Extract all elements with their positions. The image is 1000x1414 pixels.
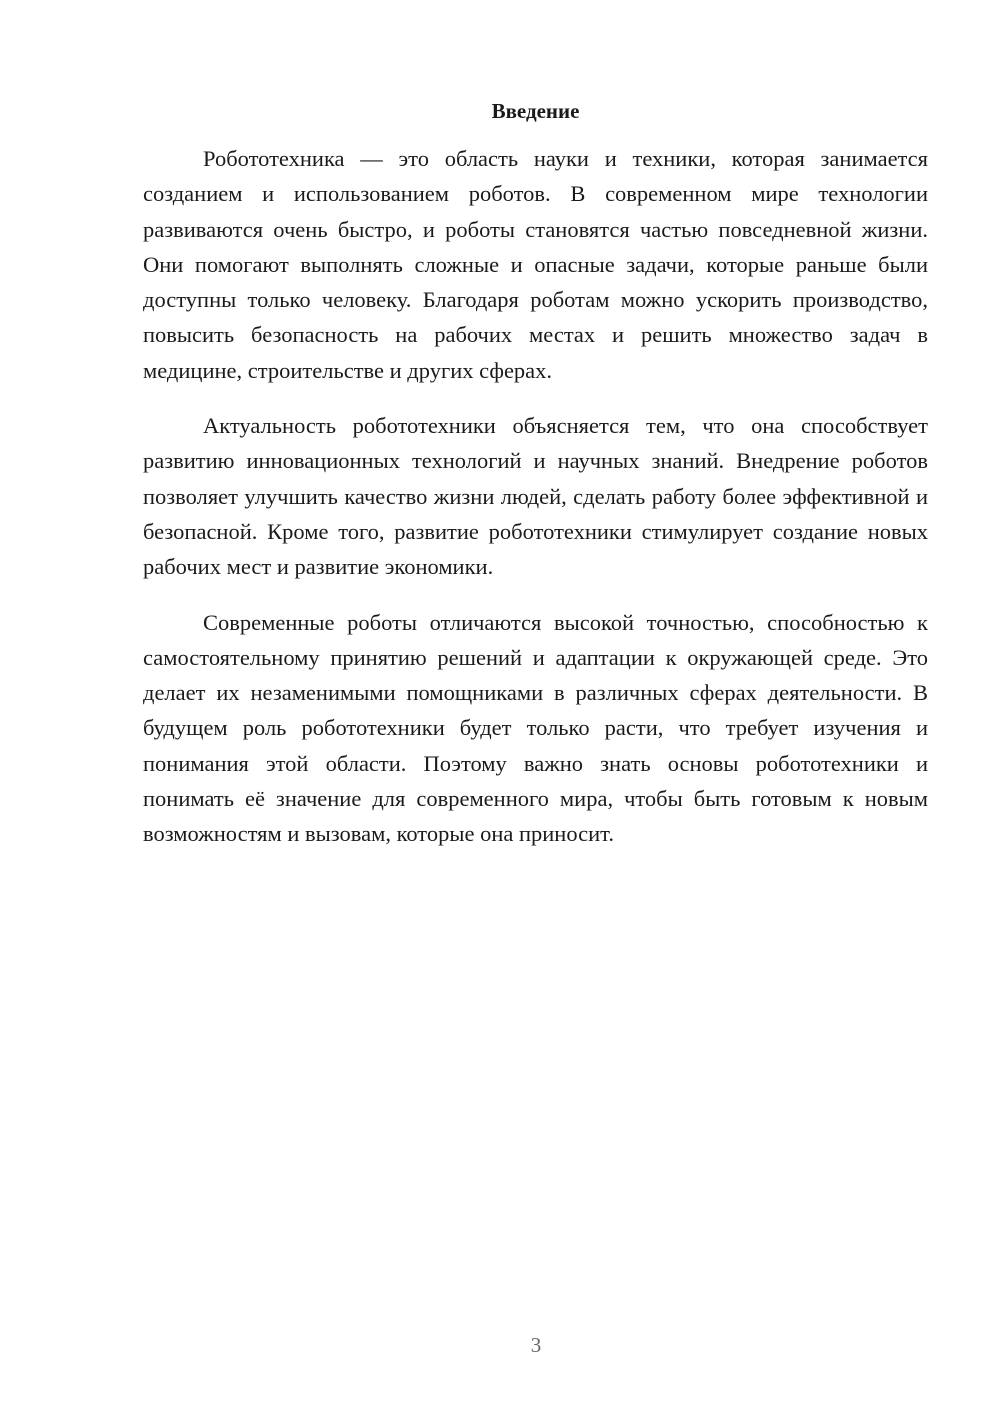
page-content: [143, 94, 928, 872]
section-title: Введение: [491, 99, 580, 123]
paragraph-3: Современные роботы отличаются высокой точностью, способностью к самостоятельному принятию решений и адаптации к окружающей среде. Это делает их незаменимыми помощниками в различных сферах деятельности. В будущем роль робототехники будет только расти, что требует изучения и понимания этой области. Поэтому важно знать основы робототехники и понимать её значение для современного мира, чтобы быть готовым к новым возможностям и вызовам, которые она приносит.: [143, 609, 928, 847]
paragraph-1: Робототехника — это область науки и техники, которая занимается созданием и использованием роботов. В современном мире технологии развиваются очень быстро, и роботы становятся частью повседневной жизни. Они помогают выполнять сложные и опасные задачи, которые раньше были доступны только человеку. Благодаря роботам можно ускорить производство, повысить безопасность на рабочих местах и решить множество задач в медицине, строительстве и других сферах.: [143, 146, 928, 383]
page-number: 3: [530, 1333, 542, 1357]
paragraph-2: Актуальность робототехники объясняется тем, что она способствует развитию инновационных технологий и научных знаний. Внедрение роботов позволяет улучшить качество жизни людей, сделать работу более эффективной и безопасной. Кроме того, развитие робототехники стимулирует создание новых рабочих мест и развитие экономики.: [143, 413, 928, 580]
